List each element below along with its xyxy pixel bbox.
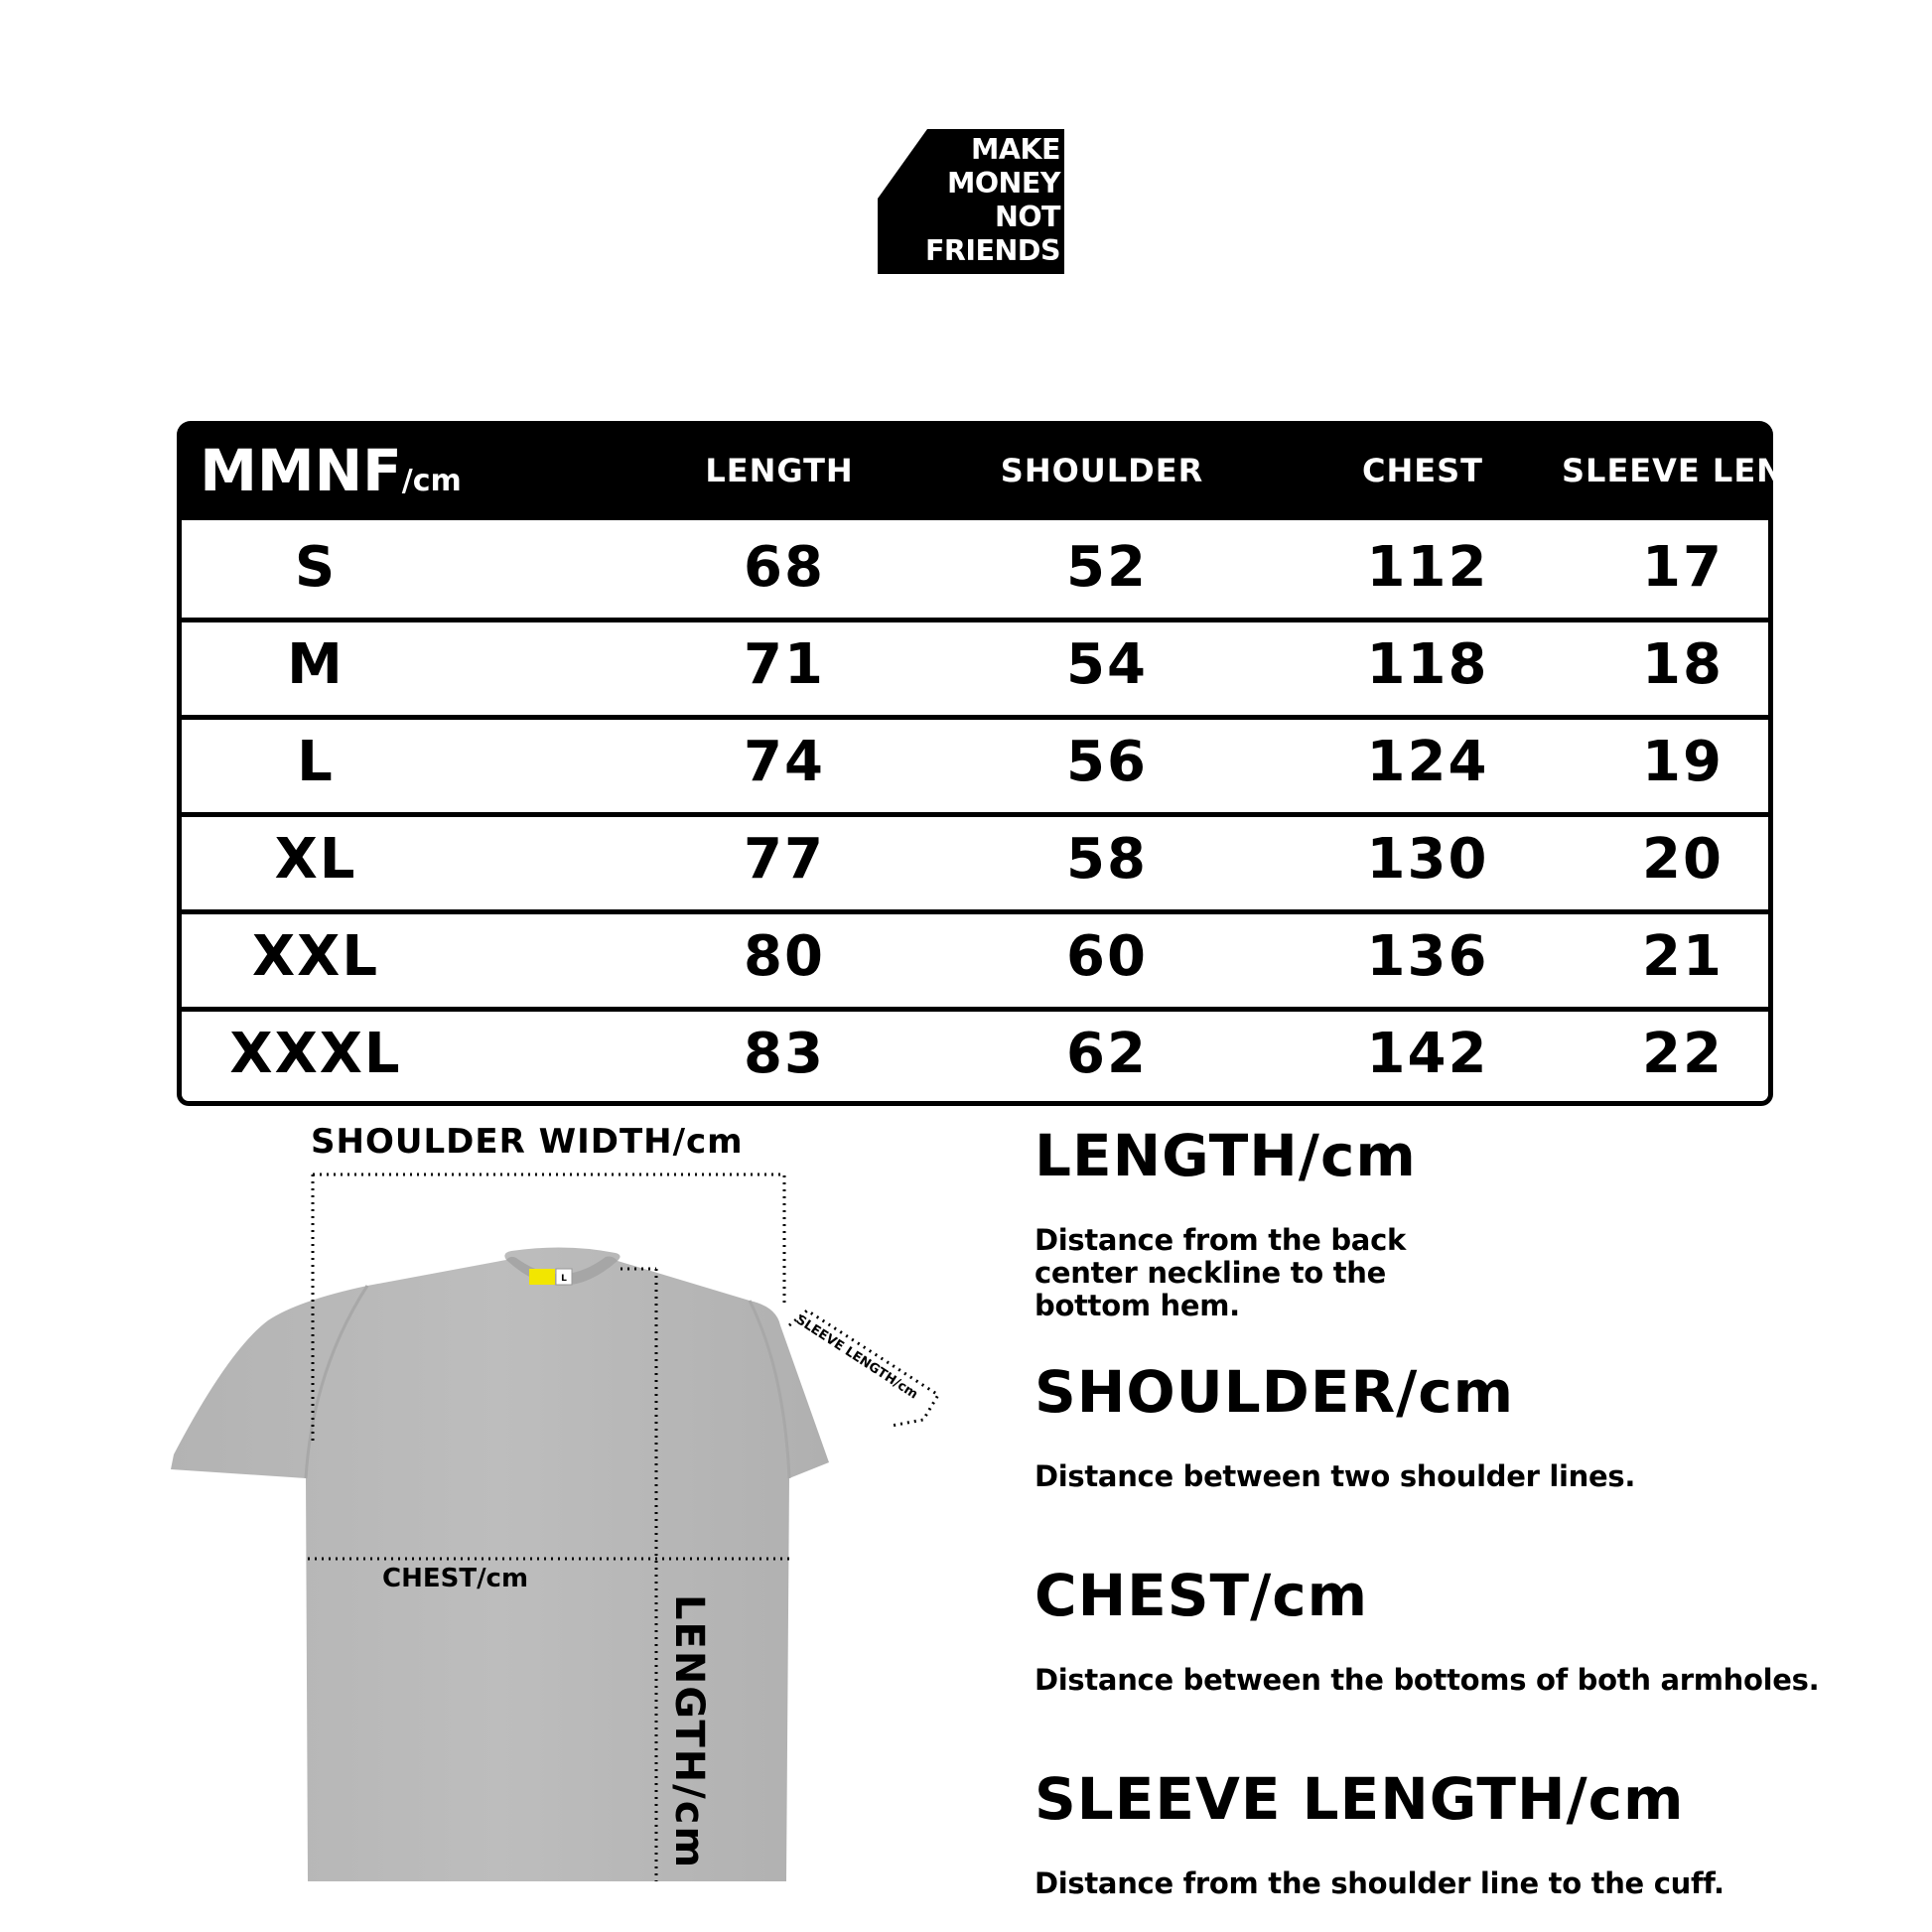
shoulder-cell: 60 (1066, 924, 1148, 989)
definition-chest (1035, 1562, 1908, 1697)
size-cell: XL (274, 827, 357, 892)
sleeve-cell: 20 (1642, 827, 1724, 892)
length-cell: 77 (744, 827, 825, 892)
chest-cell: 118 (1366, 632, 1489, 697)
brand-logo (878, 129, 1064, 274)
chest-cell: 130 (1366, 827, 1489, 892)
table-row (182, 1007, 1768, 1104)
chest-cell: 112 (1366, 535, 1489, 600)
definition-title: CHEST/cm (1035, 1562, 1369, 1629)
sleeve-cell: 21 (1642, 924, 1724, 989)
length-cell: 68 (744, 535, 825, 600)
shoulder-width-label: SHOULDER WIDTH/cm (311, 1122, 744, 1162)
tshirt-illustration (169, 1112, 963, 1906)
logo-line-2: MONEY (946, 167, 1060, 200)
chest-cell: 142 (1366, 1022, 1489, 1086)
size-chart-table (177, 421, 1862, 1106)
chest-cell: 136 (1366, 924, 1489, 989)
size-tag-text: L (561, 1274, 567, 1284)
sleeve-length-label: SLEEVE LENGTH/cm (792, 1312, 921, 1403)
definition-text: Distance from the back center neckline to the bottom hem. (1035, 1223, 1406, 1322)
length-cell: 80 (744, 924, 825, 989)
table-row (182, 715, 1768, 817)
sleeve-cell: 17 (1642, 535, 1724, 600)
chest-label: CHEST/cm (382, 1564, 529, 1593)
shoulder-cell: 58 (1066, 827, 1148, 892)
length-label: LENGTH/cm (666, 1594, 712, 1870)
definition-text: Distance between two shoulder lines. (1035, 1459, 1636, 1493)
sleeve-cell: 18 (1642, 632, 1724, 697)
size-cell: XXXL (229, 1022, 402, 1086)
definition-sleeve-length (1035, 1765, 1908, 1900)
definition-text: Distance from the shoulder line to the cuff. (1035, 1866, 1725, 1900)
table-row (182, 909, 1768, 1012)
logo-line-3: NOT (994, 201, 1060, 233)
definition-shoulder (1035, 1358, 1908, 1493)
table-row (182, 812, 1768, 914)
length-cell: 74 (744, 730, 825, 794)
definition-length (1035, 1122, 1908, 1322)
label-tag (529, 1269, 555, 1285)
definition-title: LENGTH/cm (1035, 1122, 1417, 1189)
logo-line-4: FRIENDS (924, 234, 1060, 267)
table-brand (197, 421, 465, 520)
definition-title: SLEEVE LENGTH/cm (1035, 1765, 1685, 1833)
shoulder-cell: 56 (1066, 730, 1148, 794)
size-cell: S (294, 535, 338, 600)
table-row (182, 520, 1768, 622)
size-cell: L (297, 730, 335, 794)
length-cell: 71 (744, 632, 825, 697)
brand-unit: /cm (401, 464, 462, 498)
shoulder-cell: 54 (1066, 632, 1148, 697)
table-body (177, 520, 1773, 1106)
table-header (177, 421, 1862, 520)
definition-text: Distance between the bottoms of both armholes. (1035, 1663, 1820, 1697)
size-cell: XXL (251, 924, 380, 989)
definition-title: SHOULDER/cm (1035, 1358, 1515, 1426)
brand-name: MMNF (200, 437, 402, 504)
column-header-sleeve-length: SLEEVE LENGTH (1562, 452, 1862, 489)
shoulder-cell: 52 (1066, 535, 1148, 600)
logo-line-1: MAKE (971, 133, 1060, 166)
column-header-length: LENGTH (705, 452, 854, 489)
size-cell: M (287, 632, 345, 697)
length-cell: 83 (744, 1022, 825, 1086)
column-header-chest: CHEST (1362, 452, 1483, 489)
table-row (182, 618, 1768, 720)
logo-graphic (878, 129, 1064, 274)
tshirt-measurement-diagram (169, 1112, 963, 1906)
column-header-shoulder: SHOULDER (1000, 452, 1204, 489)
sleeve-cell: 19 (1642, 730, 1724, 794)
sleeve-cell: 22 (1642, 1022, 1724, 1086)
chest-cell: 124 (1366, 730, 1489, 794)
shoulder-cell: 62 (1066, 1022, 1148, 1086)
